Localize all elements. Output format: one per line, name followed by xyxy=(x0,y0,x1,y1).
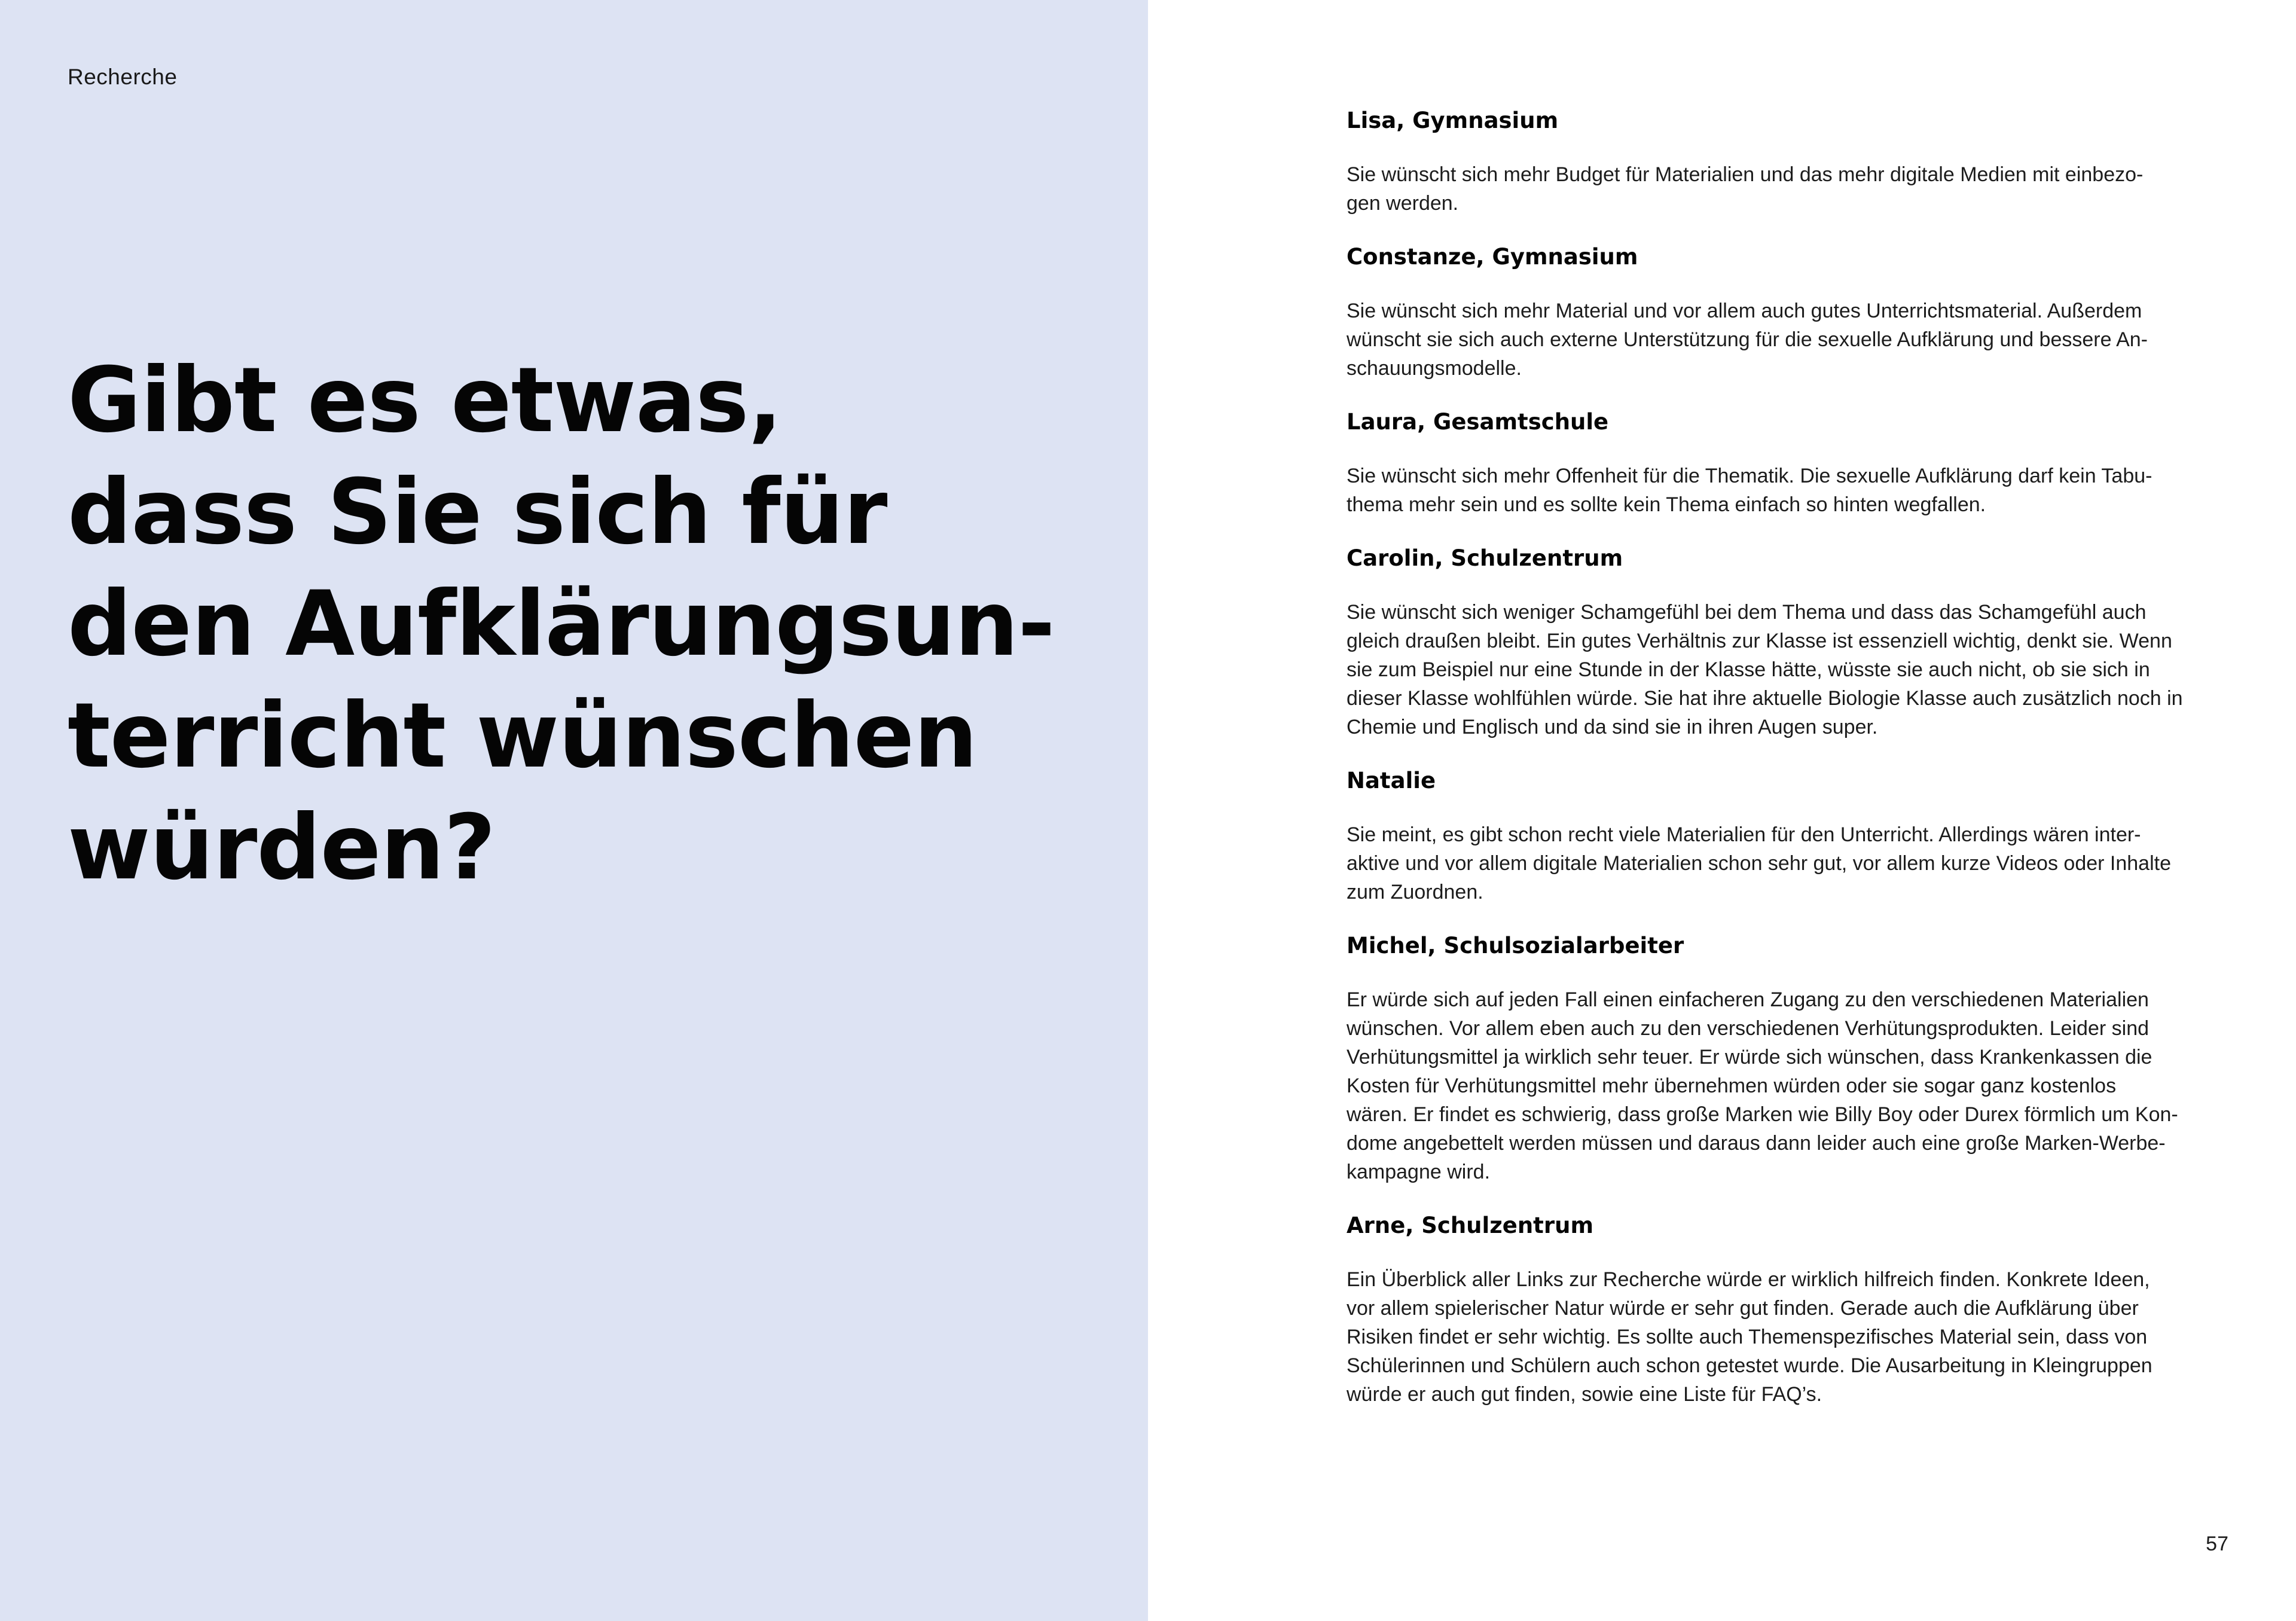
answer-line: Sie wünscht sich mehr Material und vor allem auch gutes Unterrichtsmaterial. Außerdem xyxy=(1347,300,2142,322)
respondent-name: Michel, Schulsozialarbeiter xyxy=(1347,933,1684,958)
answer-entry xyxy=(1347,106,2231,218)
respondent-name: Constanze, Gymnasium xyxy=(1347,244,1638,270)
answer-text xyxy=(1347,598,2231,741)
answer-line: gleich draußen bleibt. Ein gutes Verhältnis zur Klasse ist essenziell wichtig, denkt sie. Wenn xyxy=(1347,630,2172,652)
answer-text xyxy=(1347,297,2231,383)
headline-line: dass Sie sich für xyxy=(68,460,887,564)
respondent-name: Lisa, Gymnasium xyxy=(1347,108,1559,133)
respondent-name: Carolin, Schulzentrum xyxy=(1347,545,1623,571)
answer-line: gen werden. xyxy=(1347,192,1459,215)
headline-line: würden? xyxy=(68,796,496,900)
answer-text xyxy=(1347,160,2231,218)
answer-entry xyxy=(1347,544,2231,741)
headline-line: den Aufklärungsun- xyxy=(68,572,1055,676)
answer-line: schauungsmodelle. xyxy=(1347,357,1522,380)
answer-line: Verhütungsmittel ja wirklich sehr teuer. Er würde sich wünschen, dass Krankenkassen die xyxy=(1347,1046,2152,1069)
answer-line: Ein Überblick aller Links zur Recherche würde er wirklich hilfreich finden. Konkrete Ideen, xyxy=(1347,1268,2150,1291)
headline xyxy=(68,345,1120,904)
answer-text xyxy=(1347,820,2231,906)
answer-line: Sie wünscht sich mehr Budget für Materialien und das mehr digitale Medien mit einbezo- xyxy=(1347,163,2144,186)
answer-line: Risiken findet er sehr wichtig. Es sollte auch Themenspezifisches Material sein, dass von xyxy=(1347,1326,2148,1348)
page-number: 57 xyxy=(2206,1533,2228,1555)
answer-line: Sie meint, es gibt schon recht viele Materialien für den Unterricht. Allerdings wären inter- xyxy=(1347,823,2141,846)
answer-line: dieser Klasse wohlfühlen würde. Sie hat ihre aktuelle Biologie Klasse auch zusätzlich noch in xyxy=(1347,687,2183,710)
answer-line: Schülerinnen und Schülern auch schon getestet wurde. Die Ausarbeitung in Kleingruppen xyxy=(1347,1354,2152,1377)
answer-entry xyxy=(1347,1211,2231,1409)
answer-entry xyxy=(1347,408,2231,519)
respondent-name: Arne, Schulzentrum xyxy=(1347,1213,1593,1238)
answer-line: thema mehr sein und es sollte kein Thema einfach so hinten wegfallen. xyxy=(1347,493,1986,516)
answer-line: Chemie und Englisch und da sind sie in ihren Augen super. xyxy=(1347,716,1878,738)
headline-line: Gibt es etwas, xyxy=(68,349,782,453)
interview-answers xyxy=(1347,106,2231,1434)
answer-line: dome angebettelt werden müssen und daraus dann leider auch eine große Marken-Werbe- xyxy=(1347,1132,2166,1155)
answer-line: sie zum Beispiel nur eine Stunde in der Klasse hätte, wüsste sie auch nicht, ob sie sich in xyxy=(1347,658,2150,681)
answer-text xyxy=(1347,462,2231,519)
answer-line: Kosten für Verhütungsmittel mehr übernehmen würden oder sie sogar ganz kostenlos xyxy=(1347,1074,2117,1097)
answer-line: wünschen. Vor allem eben auch zu den verschiedenen Verhütungsprodukten. Leider sind xyxy=(1347,1017,2150,1040)
answer-line: Er würde sich auf jeden Fall einen einfacheren Zugang zu den verschiedenen Materialien xyxy=(1347,988,2149,1011)
respondent-name: Laura, Gesamtschule xyxy=(1347,409,1609,435)
answer-entry xyxy=(1347,243,2231,383)
answer-line: aktive und vor allem digitale Materialien schon sehr gut, vor allem kurze Videos oder Inhalte xyxy=(1347,852,2171,875)
answer-line: kampagne wird. xyxy=(1347,1161,1491,1183)
answer-text xyxy=(1347,1265,2231,1409)
answer-entry xyxy=(1347,932,2231,1186)
answer-line: wären. Er findet es schwierig, dass große Marken wie Billy Boy oder Durex förmlich um Kon- xyxy=(1347,1103,2178,1126)
answer-line: zum Zuordnen. xyxy=(1347,881,1483,903)
answer-line: Sie wünscht sich weniger Schamgefühl bei dem Thema und dass das Schamgefühl auch xyxy=(1347,601,2147,624)
answer-line: würde er auch gut finden, sowie eine Liste für FAQ’s. xyxy=(1347,1383,1822,1406)
headline-line: terricht wünschen xyxy=(68,684,978,788)
answer-line: Sie wünscht sich mehr Offenheit für die Thematik. Die sexuelle Aufklärung darf kein Tabu- xyxy=(1347,465,2152,487)
answer-line: vor allem spielerischer Natur würde er sehr gut finden. Gerade auch die Aufklärung über xyxy=(1347,1297,2139,1320)
section-label: Recherche xyxy=(68,65,178,89)
answer-line: wünscht sie sich auch externe Unterstützung für die sexuelle Aufklärung und bessere An- xyxy=(1347,328,2148,351)
answer-text xyxy=(1347,985,2231,1186)
answer-entry xyxy=(1347,767,2231,906)
respondent-name: Natalie xyxy=(1347,768,1436,793)
